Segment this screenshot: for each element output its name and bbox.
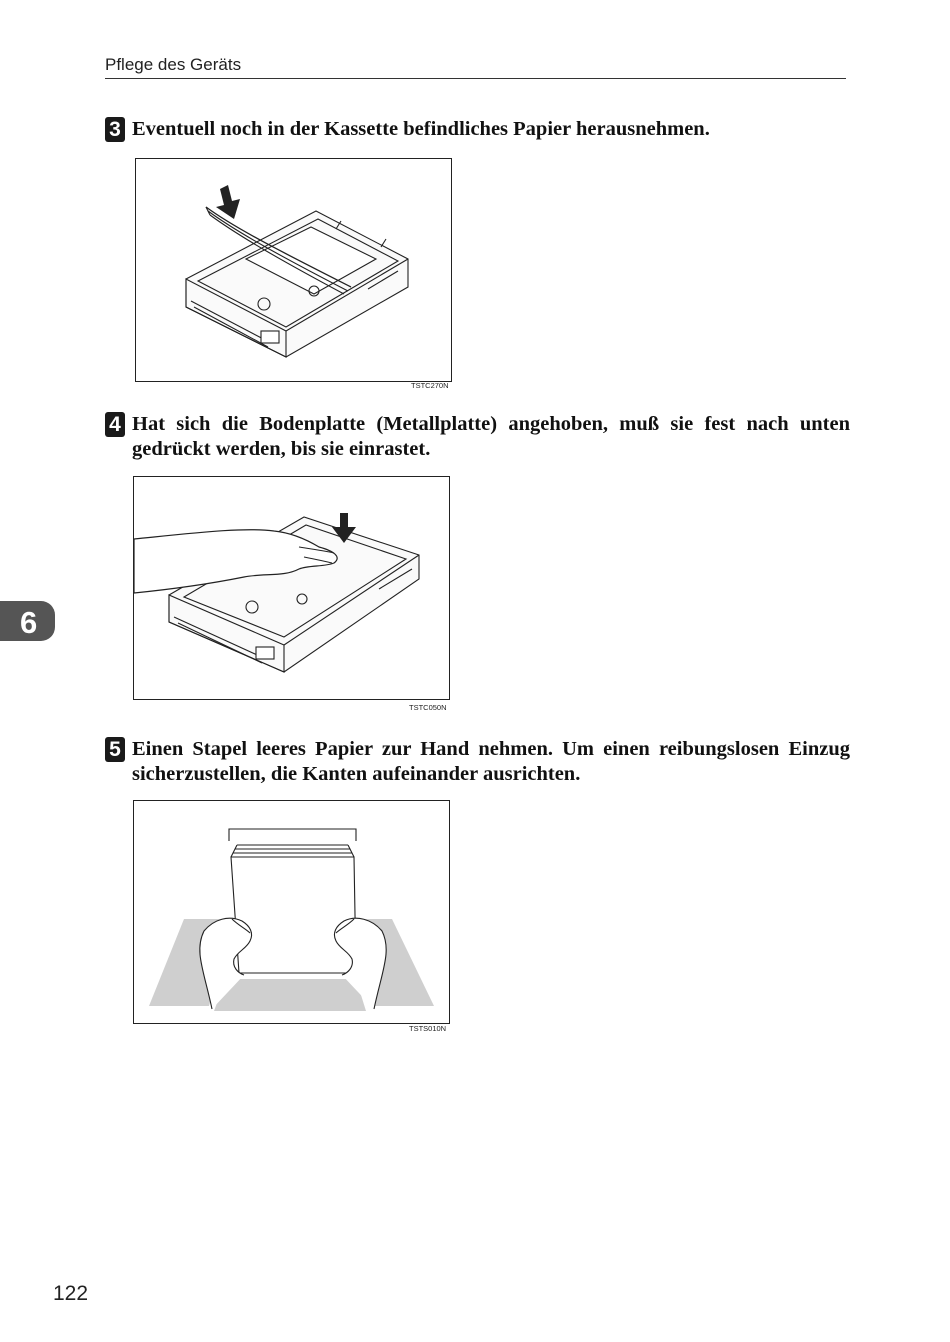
step-text: Hat sich die Bodenplatte (Metallplatte) angehoben, muß sie fest nach unten gedrückt werden, bis sie einrastet. (132, 413, 850, 460)
figure-code: TSTS010N (409, 1024, 447, 1033)
step-text: Einen Stapel leeres Papier zur Hand nehmen. Um einen reibungslosen Einzug sicherzustellen, die Kanten aufeinander ausrichten. (132, 738, 850, 785)
page-header (105, 52, 846, 79)
step-text: Eventuell noch in der Kassette befindliches Papier herausnehmen. (132, 118, 710, 140)
arrow-up-icon (216, 185, 240, 219)
figure-code: TSTC270N (411, 381, 449, 390)
press-plate-illustration (134, 477, 449, 699)
figure-align-paper (133, 800, 450, 1024)
figure-press-plate (133, 476, 450, 700)
chapter-tab (0, 601, 55, 641)
step-number: 4 (105, 412, 125, 437)
chapter-number: 6 (20, 605, 38, 640)
paper-tray-illustration (136, 159, 451, 381)
step-3 (105, 117, 850, 147)
figure-remove-paper (135, 158, 452, 382)
header-title: Pflege des Geräts (105, 55, 242, 74)
figure-code: TSTC050N (409, 703, 447, 712)
step-4 (105, 412, 850, 464)
step-number: 3 (105, 117, 125, 142)
step-5 (105, 737, 850, 789)
page-number: 122 (53, 1282, 89, 1305)
step-number: 5 (105, 737, 125, 762)
paper-stack-illustration (134, 801, 449, 1023)
